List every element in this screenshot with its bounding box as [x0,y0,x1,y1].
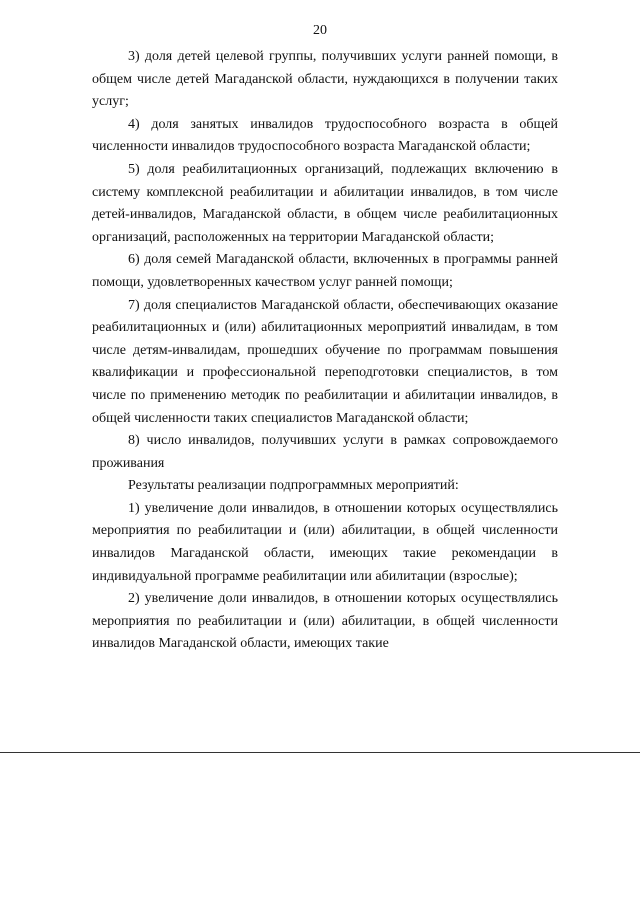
indicator-5-paragraph: 5) доля реабилитационных организаций, подлежащих включению в систему комплексной реабилитации и абилитации инвалидов, в том числе детей-инвалидов, Магаданской области, в общем числе реабилитационных организаций, расположенных на территории Магаданской области; [92,161,558,245]
indicator-4-paragraph: 4) доля занятых инвалидов трудоспособного возраста в общей численности инвалидов трудоспособного возраста Магаданской области; [92,116,558,155]
page-number: 20 [313,23,327,38]
indicator-7-paragraph: 7) доля специалистов Магаданской области, обеспечивающих оказание реабилитационных и (или) абилитационных мероприятий инвалидам, в том числе детям-инвалидам, прошедших обучение по программам повышения квалификации и профессиональной переподготовки специалистов, в том числе по применению методик по реабилитации и абилитации инвалидов, в общей численности таких специалистов Магаданской области; [92,297,558,426]
indicator-8-paragraph: 8) число инвалидов, получивших услуги в рамках сопровождаемого проживания [92,433,558,471]
indicator-6-paragraph: 6) доля семей Магаданской области, включенных в программы ранней помощи, удовлетворенных качеством услуг ранней помощи; [92,252,558,290]
results-heading-paragraph: Результаты реализации подпрограммных мероприятий: [128,478,459,494]
result-2-paragraph: 2) увеличение доли инвалидов, в отношении которых осуществлялись мероприятия по реабилитации и (или) абилитации, в общей численности инвалидов Магаданской области, имеющих такие [92,591,558,652]
indicator-3-paragraph: 3) доля детей целевой группы, получивших услуги ранней помощи, в общем числе детей Магаданской области, нуждающихся в получении таких услуг; [92,49,558,110]
result-1-paragraph: 1) увеличение доли инвалидов, в отношении которых осуществлялись мероприятия по реабилитации и (или) абилитации, в общей численности инвалидов Магаданской области, имеющих такие рекомендации в индивидуальной программе реабилитации или абилитации (взрослые); [92,500,558,584]
page-bottom-divider [0,752,640,753]
document-body [92,46,558,656]
